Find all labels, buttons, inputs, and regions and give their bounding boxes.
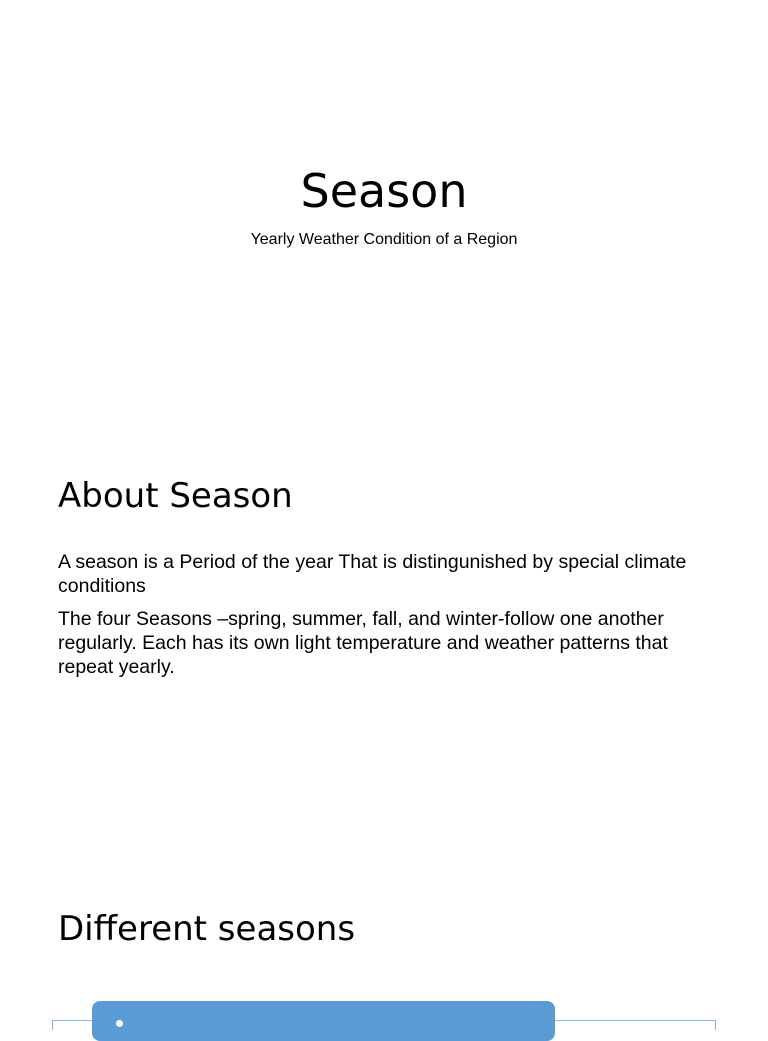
title-slide-title: Season <box>300 164 468 218</box>
title-slide-subtitle: Yearly Weather Condition of a Region <box>250 231 518 248</box>
about-paragraph-definition: A season is a Period of the year That is distingunished by special climate conditions <box>58 551 687 597</box>
about-season-heading: About Season <box>58 476 293 516</box>
diagram-season-box <box>92 1001 555 1041</box>
about-paragraph-four-seasons: The four Seasons –spring, summer, fall, and winter-follow one another regularly. Each has its own light temperature and weather patterns that repeat yearly. <box>58 608 668 678</box>
different-seasons-heading: Different seasons <box>58 909 356 949</box>
